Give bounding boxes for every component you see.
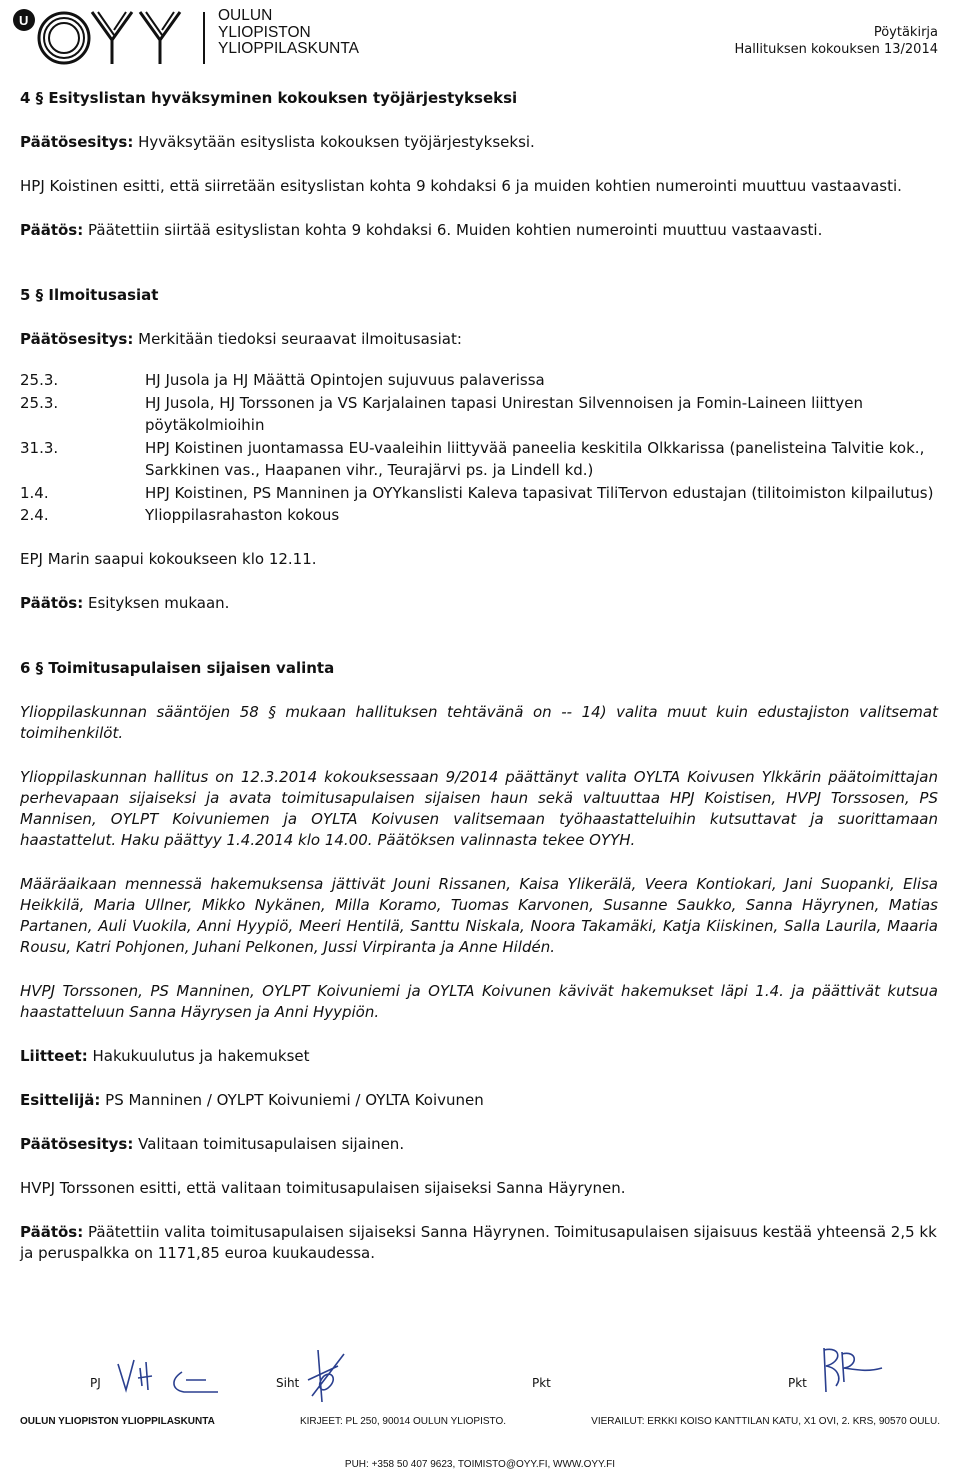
item-text: HPJ Koistinen juontamassa EU-vaaleihin liittyvää paneelia keskitila Olkkarissa (panelisteina Talvitie kok., Sarkkinen vas., Haapanen vihr., Teurajärvi ps. ja Lindell kd.) <box>145 438 925 479</box>
org-line1: OULUN <box>218 7 273 24</box>
section-6-para3: Määräaikaan mennessä hakemuksensa jättivät Jouni Rissanen, Kaisa Ylikerälä, Veera Kontiokari, Jani Suopanki, Elisa Heikkilä, Maria Ullner, Mikko Nykänen, Milla Koramo, Tuomas Karvonen, Susanne Saukko, Sanna Häyrynen, Matias Partanen, Auli Vuokila, Anni Hyypiö, Meeri Hentilä, Santtu Niskala, Noora Takamäki, Katja Kiiskinen, Salla Laurila, Maaria Rousu, Katri Pohjonen, Juhani Pelkonen, Jussi Virpiranta ja Anne Hildén. <box>20 874 938 956</box>
decision-label: Päätös: <box>20 1222 84 1241</box>
proposal-label: Päätösesitys: <box>20 133 134 151</box>
org-name <box>218 8 359 58</box>
document-body <box>20 88 938 1264</box>
siht-signature <box>298 1346 368 1406</box>
doc-type: Pöytäkirja <box>873 25 938 40</box>
pkt-label-1: Pkt <box>532 1376 551 1390</box>
footer-contact: PUH: +358 50 407 9623, TOIMISTO@OYY.FI, WWW.OYY.FI <box>344 1459 616 1470</box>
section-6-para1: Ylioppilaskunnan sääntöjen 58 § mukaan hallituksen tehtävänä on -- 14) valita muut kuin edustajiston valitsemat toimihenkilöt. <box>20 702 938 742</box>
item-date: 2.4. <box>20 506 49 524</box>
section-5-decision <box>20 593 938 614</box>
decision-label: Päätös: <box>20 593 84 612</box>
section-6-para5: HVPJ Torssonen esitti, että valitaan toimitusapulaisen sijaiseksi Sanna Häyrynen. <box>20 1178 626 1197</box>
list-item <box>20 369 938 392</box>
presenter-text: PS Manninen / OYLPT Koivuniemi / OYLTA Koivunen <box>100 1090 484 1109</box>
list-item <box>20 437 938 482</box>
proposal-text: Valitaan toimitusapulaisen sijainen. <box>133 1134 405 1153</box>
list-item <box>20 392 938 437</box>
meeting-id: Hallituksen kokouksen 13/2014 <box>734 42 938 57</box>
pj-label: PJ <box>90 1376 101 1390</box>
org-line2: YLIOPISTON <box>218 23 311 41</box>
item-date: 25.3. <box>20 393 59 412</box>
footer-org: OULUN YLIOPISTON YLIOPPILASKUNTA <box>20 1416 215 1427</box>
list-item <box>20 504 938 527</box>
proposal-label: Päätösesitys: <box>20 330 134 348</box>
footer-visit: VIERAILUT: ERKKI KOISO KANTTILAN KATU, X1 OVI, 2. KRS, 90570 OULU. <box>591 1416 940 1427</box>
section-6-attachments <box>20 1046 938 1067</box>
doc-header-right <box>734 24 938 58</box>
item-date: 31.3. <box>20 438 59 457</box>
attachments-text: Hakukuulutus ja hakemukset <box>87 1046 310 1065</box>
item-text: Ylioppilasrahaston kokous <box>145 506 340 524</box>
item-text: HPJ Koistinen, PS Manninen ja OYYkanslisti Kaleva tapasivat TiliTervon edustajan (tilitoimiston kilpailutus) <box>145 483 934 502</box>
section-6-presenter <box>20 1090 938 1111</box>
section-6-title: 6 § Toimitusapulaisen sijaisen valinta <box>20 658 335 677</box>
siht-label: Siht <box>276 1376 300 1390</box>
decision-text: Päätettiin siirtää esityslistan kohta 9 kohdaksi 6. Muiden kohtien numerointi muuttuu vastaavasti. <box>83 221 823 239</box>
proposal-text: Merkitään tiedoksi seuraavat ilmoitusasiat: <box>133 330 462 348</box>
section-5-note: EPJ Marin saapui kokoukseen klo 12.11. <box>20 549 317 568</box>
section-4-decision <box>20 220 938 241</box>
decision-text: Päätettiin valita toimitusapulaisen sijaiseksi Sanna Häyrynen. Toimitusapulaisen sijaisuus kestää yhteensä 2,5 kk ja peruspalkka on 1171,85 euroa kuukaudessa. <box>20 1222 937 1262</box>
section-4-proposal <box>20 132 938 153</box>
item-text: HJ Jusola ja HJ Määttä Opintojen sujuvuus palaverissa <box>145 371 545 389</box>
announcements-list <box>20 369 938 527</box>
section-6-decision <box>20 1222 938 1264</box>
org-line3: YLIOPPILASKUNTA <box>218 40 359 57</box>
footer <box>20 1416 940 1427</box>
proposal-label: Päätösesitys: <box>20 1134 134 1153</box>
decision-label: Päätös: <box>20 221 84 239</box>
proposal-text: Hyväksytään esityslista kokouksen työjärjestykseksi. <box>133 133 535 151</box>
list-item <box>20 482 938 505</box>
item-date: 1.4. <box>20 483 49 502</box>
section-5-title: 5 § Ilmoitusasiat <box>20 286 159 304</box>
footer-mail: KIRJEET: PL 250, 90014 OULUN YLIOPISTO. <box>299 1416 507 1427</box>
section-6-para2: Ylioppilaskunnan hallitus on 12.3.2014 kokouksessaan 9/2014 päättänyt valita OYLTA Koivusen Ylkkärin päätoimittajan perhevapaan sijaiseksi ja avata toimitusapulaisen sijaisen haun sekä valtuuttaa HPJ Koistisen, HVPJ Torssosen, PS Mannisen, OYLPT Koivuniemen ja OYLTA Koivusen valitsemaan työhaastatteluihin kutsuttavat ja suorittamaan haastattelut. Haku päättyy 1.4.2014 klo 14.00. Päätöksen valinnasta tekee OYYH. <box>20 767 938 849</box>
section-6-proposal <box>20 1134 938 1155</box>
signature-row <box>90 1346 940 1406</box>
oyy-logo-mark <box>8 6 218 66</box>
section-4-para: HPJ Koistinen esitti, että siirretään esityslistan kohta 9 kohdaksi 6 ja muiden kohtien numerointi muuttuu vastaavasti. <box>20 177 902 195</box>
section-4-title: 4 § Esityslistan hyväksyminen kokouksen työjärjestykseksi <box>20 89 518 107</box>
item-text: HJ Jusola, HJ Torssonen ja VS Karjalainen tapasi Unirestan Silvennoisen ja Fomin-Laineen liittyen pöytäkolmioihin <box>145 393 864 434</box>
item-date: 25.3. <box>20 371 59 389</box>
svg-text:U: U <box>19 13 29 28</box>
attachments-label: Liitteet: <box>20 1046 88 1065</box>
pkt-label-2: Pkt <box>788 1376 807 1390</box>
pkt-signature <box>812 1342 892 1402</box>
section-5-proposal <box>20 329 938 350</box>
decision-text: Esityksen mukaan. <box>83 593 230 612</box>
section-6-para4: HVPJ Torssonen, PS Manninen, OYLPT Koivuniemi ja OYLTA Koivunen kävivät hakemukset läpi 1.4. ja päättivät kutsua haastatteluun Sanna Häyrysen ja Anni Hyypiön. <box>20 981 938 1021</box>
pj-signature <box>112 1350 252 1400</box>
presenter-label: Esittelijä: <box>20 1090 101 1109</box>
